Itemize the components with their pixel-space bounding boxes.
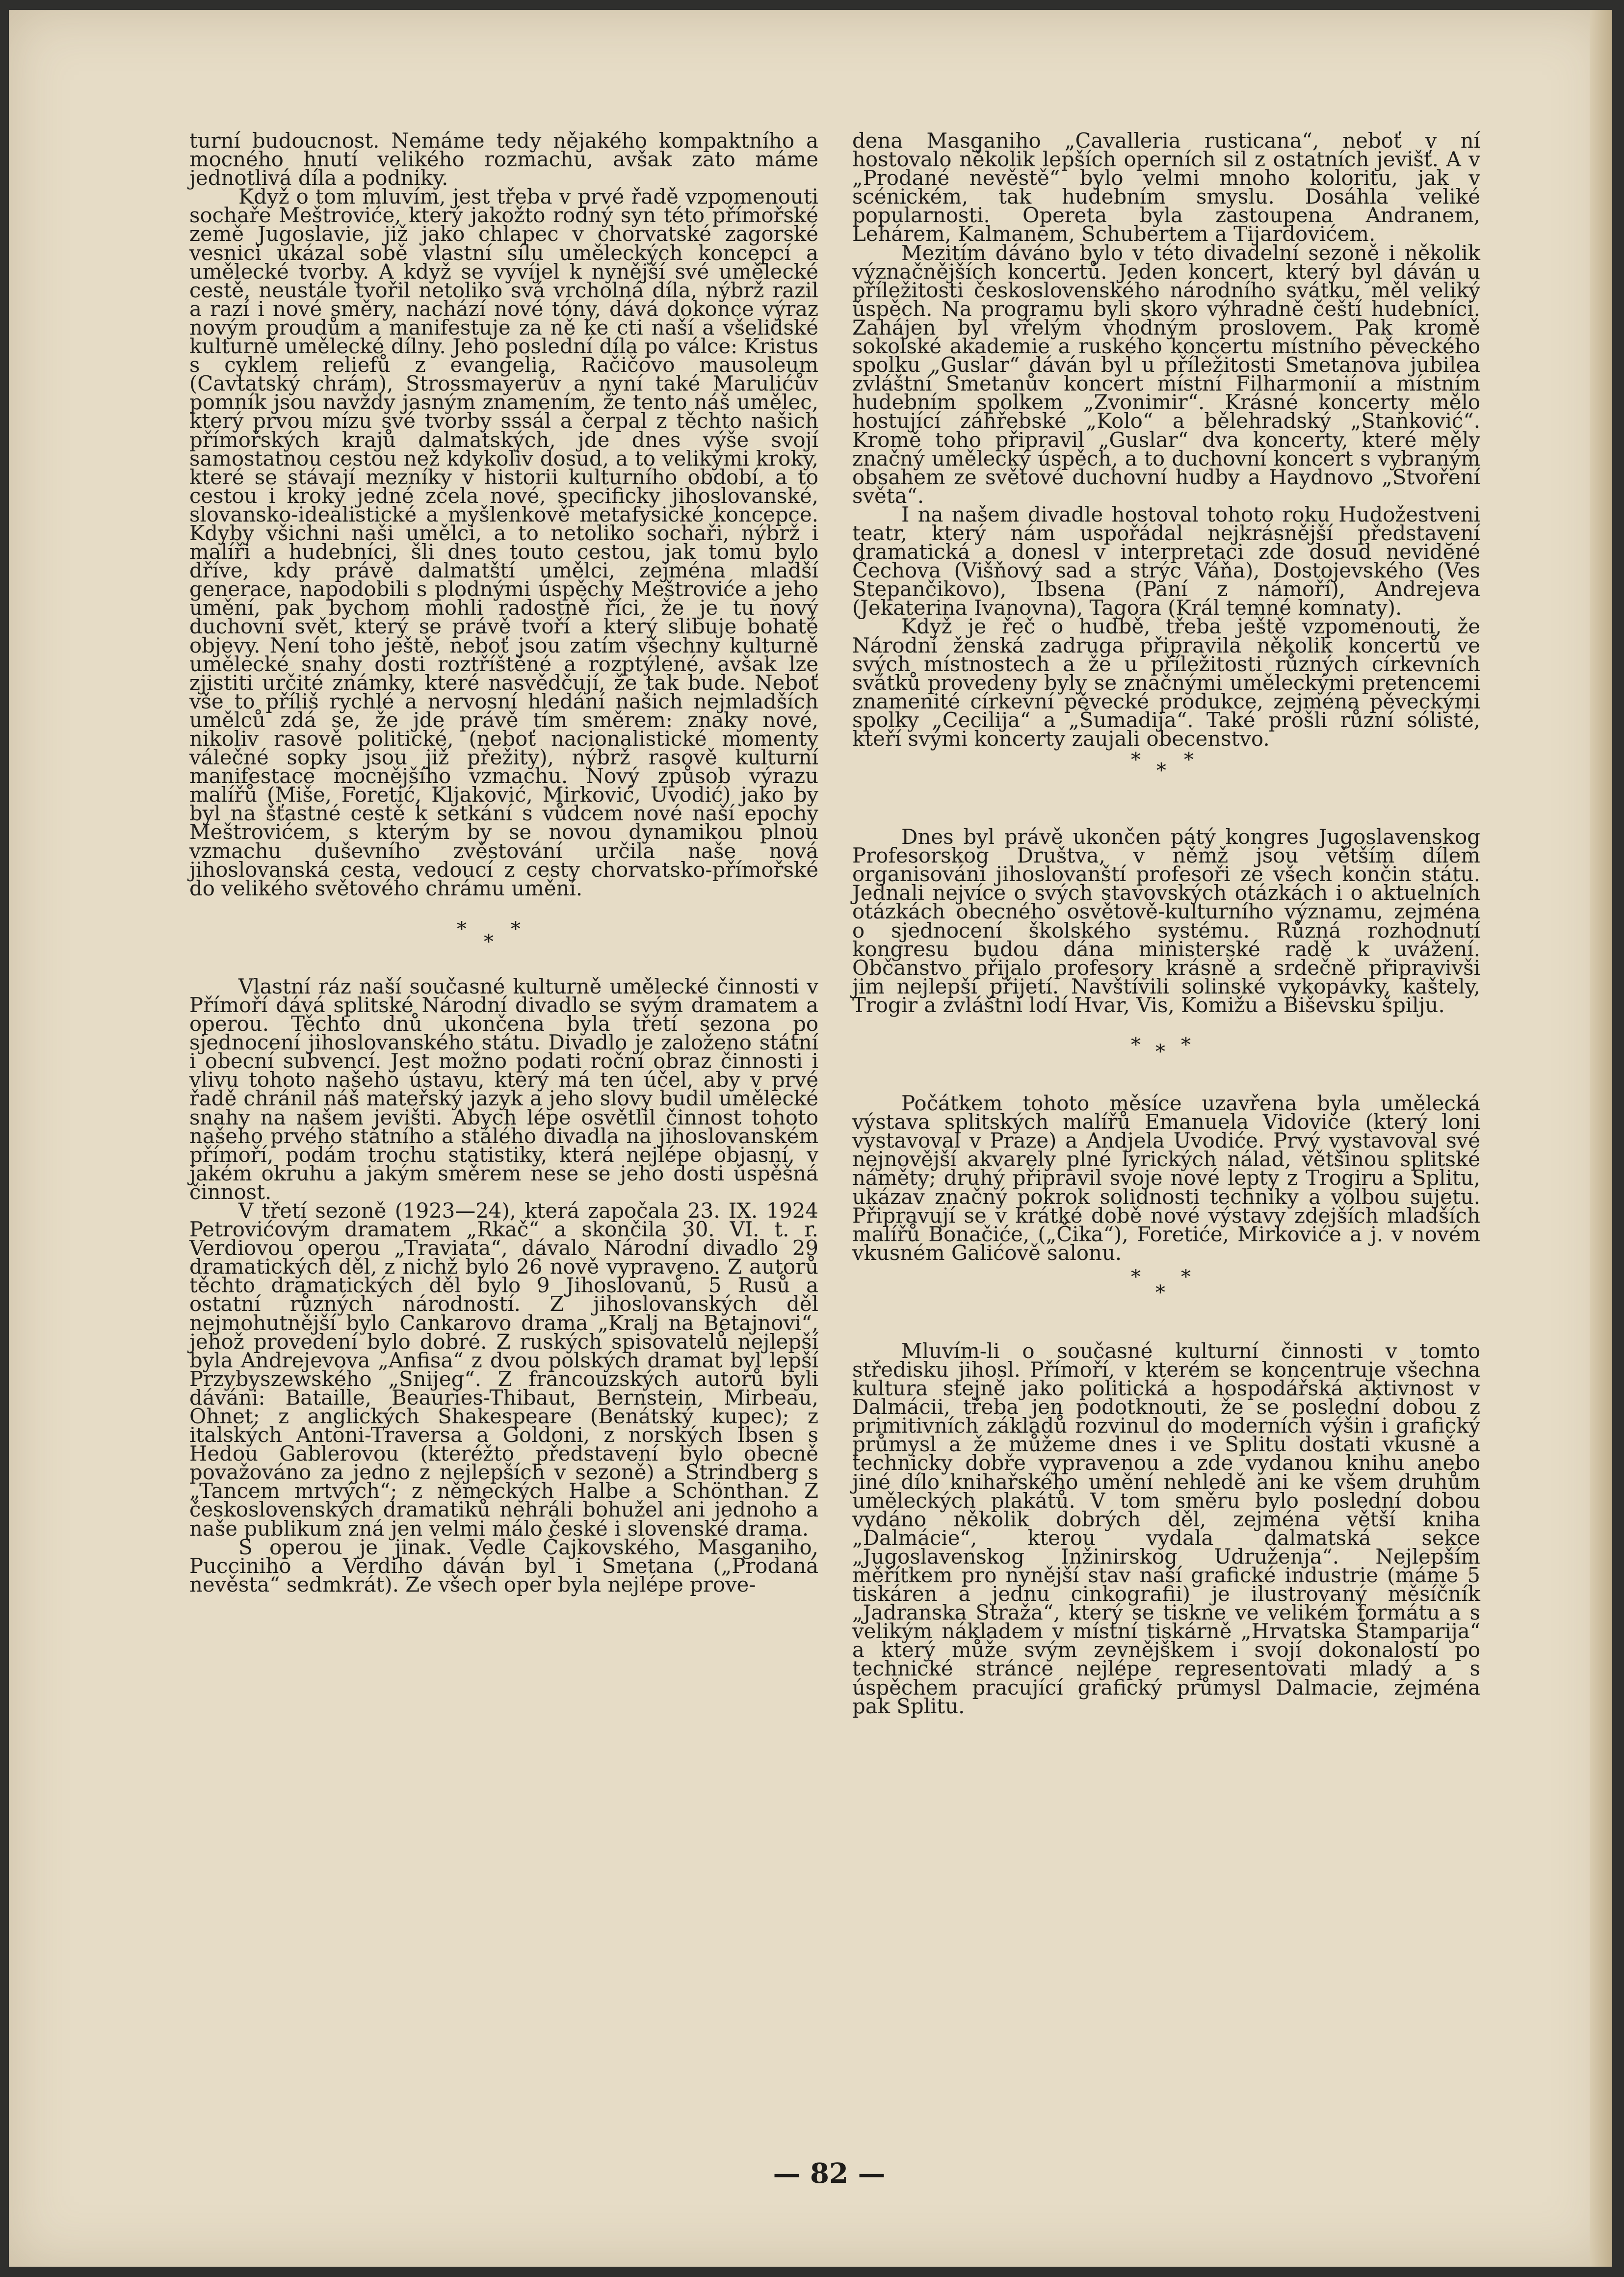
paragraph: turní budoucnost. Nemáme tedy nějakého kompaktního a mocného hnutí velikého rozmachu, avšak zato máme jednotlivá díla a podniky.: [189, 129, 818, 190]
paragraph: Mezitím dáváno bylo v této divadelní sezoně i několik význačnějších koncertů. Jeden koncert, který byl dáván u příležitosti československého národního svátku, měl veliký úspěch. Na programu byli skoro výhradně čeští hudebníci. Zahájen byl vřelým vhodným proslovem. Pak kromě sokolské akademie a ruského koncertu místního pěveckého spolku „Guslar“ dáván byl u příležitosti Smetanova jubilea zvláštní Smetanův koncert místní Filharmonií a místním hudebním spolkem „Zvonimir“. Krásné koncerty mělo hostující záhřebské „Kolo“ a bělehradský „Stanković“. Kromě toho připravil „Guslar“ dva koncerty, které měly značný umělecký úspěch, a to duchovní koncert s vybraným obsahem ze světové duchovní hudby a Haydnovo „Stvoření světa“.: [852, 240, 1480, 508]
paragraph: Když o tom mluvím, jest třeba v prvé řadě vzpomenouti sochaře Meštroviće, který jakožto rodný syn této přímořské země Jugoslavie, již jako chlapec v chorvatské zagorské vesnici ukázal sobě vlastní sílu uměleckých koncepcí a umělecké tvorby. A když se vyvíjel k nynější své umělecké cestě, neustále tvořil netoliko svá vrcholná díla, nýbrž razil a razí i nové směry, nachází nové tóny, dává dokonce výraz novým proudům a manifestuje za ně ke cti naší a všelidské kulturně umělecké dílny. Jeho poslední díla po válce: Kristus s cyklem reliefů z evangelia, Račičovo mausoleum (Cavtatský chrám), Strossmayerův a nyní také Marulićův pomník jsou navždy jasným znamením, že tento náš umělec, který prvou mízu své tvorby sssál a čerpal z těchto našich přímořských krajů dalmatských, jde dnes výše svojí samostatnou cestou než kdykoliv dosud, a to velikými kroky, které se stávají mezníky v historii kulturního období, a to cestou i kroky jedné zcela nové, specificky jihoslovanské, slovansko-idealistické a myšlenkově metafysické koncepce. Kdyby všichni naši umělci, a to netoliko sochaři, nýbrž i malíři a hudebníci, šli dnes touto cestou, jak tomu bylo dříve, kdy právě dalmatští umělci, zejména mladší generace, napodobili s plodnými úspěchy Meštroviće a jeho umění, pak bychom mohli radostně říci, že je tu nový duchovní svět, který se právě tvoří a který slibuje bohaté objevy. Není toho ještě, neboť jsou zatím všechny kulturně umělecké snahy dosti roztříštěné a rozptýlené, avšak lze zjistiti určité známky, které nasvědčují, že tak bude. Neboť vše to příliš rychlé a nervosní hledání našich nejmladších umělců zdá se, že jde právě tím směrem: znaky nové, nikoliv rasově politické, (neboť nacionalistické momenty válečné sopky jsou již přežity), nýbrž rasově kulturní manifestace mocnějšího vzmachu. Nový způsob výrazu malířů (Miše, Foretić, Kljaković, Mirković, Uvodić) jako by byl na šťastné cestě k setkání s vůdcem nové naší epochy Meštrovićem, s kterým by se novou dynamikou plnou vzmachu duševního zvěstování určila naše nová jihoslovanská cesta, vedoucí z cesty chorvatsko-přímořské do velikého světového chrámu umění.: [189, 184, 818, 900]
paragraph: I na našem divadle hostoval tohoto roku Hudožestveni teatr, který nám uspořádal nejkrásnější představení dramatická a donesl v interpretaci zde dosud nevidĕné Čechova (Višňový sad a strýc Váňa), Dostojevského (Ves Stepančikovo), Ibsena (Paní z námoří), Andrejeva (Jekaterina Ivanovna), Tagora (Král temné komnaty).: [852, 502, 1480, 620]
separator-star: *: [1131, 1034, 1141, 1057]
paragraph: Vlastní ráz naší současné kulturně umělecké činnosti v Přímoří dává splitské Národní divadlo se svým dramatem a operou. Těchto dnů ukončena byla třetí sezona po sjednocení jihoslovanského státu. Divadlo je založeno státní i obecní subvencí. Jest možno podati roční obraz činnosti i vlivu tohoto našeho ústavu, který má ten účel, aby v prvé řadě chránil náš mateřský jazyk a jeho slovy budil umělecké snahy na našem jevišti. Abych lépe osvětlil činnost tohoto našeho prvého státního a stálého divadla na jihoslovanském přímoří, podám trochu statistiky, která nejlépe objasní, v jakém okruhu a jakým směrem nese se jeho dosti úspěšná činnost.: [189, 974, 818, 1204]
paragraph: S operou je jinak. Vedle Čajkovského, Masganiho, Pucciniho a Verdiho dáván byl i Smetana („Prodaná nevěsta“ sedmkrát). Ze všech oper byla nejlépe prove-: [189, 1535, 818, 1597]
separator-star: *: [1181, 1034, 1191, 1057]
separator-star: *: [1131, 749, 1141, 772]
paragraph: Mluvím-li o současné kulturní činnosti v tomto středisku jihosl. Přímoří, v kterém se koncentruje všechna kultura stejně jako politická a hospodářská aktivnost v Dalmácii, třeba jen podotknouti, že se poslední dobou z primitivních základů rozvinul do moderních výšin i grafický průmysl a že můžeme dnes i ve Splitu dostati vkusně a technicky dobře vypravenou a zde vydanou knihu anebo jiné dílo knihařského umění nehledě ani ke všem druhům uměleckých plakátů. V tom směru bylo poslední dobou vydáno několik dobrých děl, zejména větší kniha „Dalmácie“, kterou vydala dalmatská sekce „Jugoslavenskog Inžinirskog Udruženja“. Nejlepším měřítkem pro nynější stav naší grafické industrie (máme 5 tiskáren a jednu cinkografii) je ilustrovaný měsíčník „Jadranska Straža“, který se tiskne ve velikém formátu a s velikým nákladem v místní tiskárně „Hrvatska Štamparija“ a který může svým zevnějškem i svojí dokonalostí po technické stránce nejlépe representovati mladý a s úspěchem pracující grafický průmysl Dalmacie, zejména pak Splitu.: [852, 1338, 1480, 1718]
separator-star: *: [1156, 759, 1166, 783]
section-separator: [189, 898, 818, 977]
separator-star: *: [1184, 749, 1194, 772]
paragraph: V třetí sezoně (1923—24), která započala 23. IX. 1924 Petrovićovým dramatem „Rkač“ a skončila 30. VI. t. r. Verdiovou operou „Traviata“, dávalo Národní divadlo 29 dramatických děl, z nichž bylo 26 nově vypraveno. Z autorů těchto dramatických děl bylo 9 Jihoslovanů, 5 Rusů a ostatní různých národností. Z jihoslovanských děl nejmohutnější bylo Cankarovo drama „Kralj na Betajnovi“, jehož provedení bylo dobré. Z ruských spisovatelů nejlepší byla Andrejevova „Anfisa“ z dvou polských dramat byl lepší Przybyszewského „Snijeg“. Z francouzských autorů byli dáváni: Bataille, Beauries-Thibaut, Bernstein, Mirbeau, Ohnet; z anglických Shakespeare (Benátský kupec); z italských Antoni-Traversa a Goldoni, z norských Ibsen s Hedou Gablerovou (kteréžto představení bylo obecně považováno za jedno z nejlepších v sezoně) a Strindberg s „Tancem mrtvých“; z německých Halbe a Schönthan. Z československých dramatiků nehráli bohužel ani jednoho a naše publikum zná jen velmi málo české i slovenské drama.: [189, 1198, 818, 1541]
separator-star: *: [1181, 1265, 1191, 1288]
section-separator: [852, 748, 1480, 828]
right-column: [852, 131, 1480, 1716]
paragraph: Počátkem tohoto měsíce uzavřena byla umělecká výstava splitských malířů Emanuela Vidoviće (který loni vystavoval v Praze) a Andjela Uvodiće. Prvý vystavoval své nejnovější akvarely plné lyrických nálad, většinou splitské náměty; druhý připravil svoje nové lepty z Trogiru a Splitu, ukázav značný pokrok solidnosti techniky a volbou sujetu. Připravují se v krátké době nové výstavy zdejších mladších malířů Bonačiće, („Čika“), Foretiće, Mirkoviće a j. v novém vkusném Galićově salonu.: [852, 1091, 1480, 1265]
separator-star: *: [457, 917, 467, 941]
separator-star: *: [511, 917, 521, 941]
separator-star: *: [1131, 1265, 1141, 1288]
section-separator: [852, 1015, 1480, 1094]
paragraph: Když je řeč o hudbě, třeba ještě vzpomenouti, že Národní ženská zadruga připravila několik koncertů ve svých místnostech a že u příležitosti různých církevních svátků provedeny byly se značnými uměleckými pretencemi znamenité církevní pěvecké produkce, zejména pěveckými spolky „Cecilija“ a „Šumadija“. Také prošli různí sólisté, kteří svými koncerty zaujali obecenstvo.: [852, 614, 1480, 751]
separator-star: *: [484, 930, 494, 953]
page-edge: [1590, 10, 1612, 2267]
left-column: [189, 129, 818, 1597]
paragraph: dena Masganiho „Cavalleria rusticana“, neboť v ní hostovalo několik lepších operních sil z ostatních jevišť. A v „Prodané nevěstě“ bylo velmi mnoho koloritu, jak v scénickém, tak hudebním smyslu. Dosáhla veliké popularnosti. Opereta byla zastoupena Andranem, Lehárem, Kalmanem, Schubertem a Tijardovićem.: [852, 129, 1480, 246]
paragraph: Dnes byl právě ukončen pátý kongres Jugoslavenskog Profesorskog Društva, v němž jsou větším dílem organisováni jihoslovanští profesoři ze všech končin státu. Jednali nejvíce o svých stavovských otázkách i o aktuelních otázkách obecného osvětově-kulturního významu, zejména o sjednocení školského systému. Různá rozhodnutí kongresu budou dána ministerské radě k uvážení. Občanstvo přijalo profesory krásně a srdečně připravivši jim nejlepší přijetí. Navštívili solinské vykopávky, kaštely, Trogir a zvláštní lodí Hvar, Vis, Komižu a Biševsku špilju.: [852, 825, 1480, 1017]
page-number: — 82 —: [773, 2157, 886, 2190]
separator-star: *: [1155, 1041, 1165, 1064]
section-separator: [852, 1262, 1480, 1342]
separator-star: *: [1155, 1281, 1165, 1304]
